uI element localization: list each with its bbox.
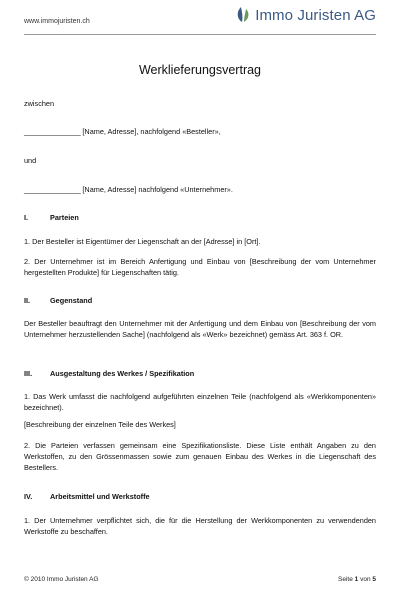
page-total: 5 bbox=[372, 576, 376, 583]
paragraph: 1. Der Unternehmer verpflichtet sich, die für die Herstellung der Werkkomponenten zu verwendenden Werkstoffe zu beschaffen. bbox=[24, 516, 376, 537]
logo-text: Immo Juristen AG bbox=[255, 6, 376, 24]
company-logo bbox=[235, 6, 376, 24]
party-1-line bbox=[24, 126, 376, 137]
section-heading-gegenstand bbox=[24, 296, 92, 305]
paragraph: 2. Die Parteien verfassen gemeinsam eine Spezifikationsliste. Diese Liste enthält Angaben zu den Werkstoffen, zu den Grössenmassen sowie zum genauen Einbau des Werkes in die Liegenschaft des Bestellers. bbox=[24, 441, 376, 473]
zwischen-label: zwischen bbox=[24, 99, 55, 108]
party-2-line bbox=[24, 184, 376, 195]
page-number bbox=[338, 576, 376, 583]
paragraph: 2. Der Unternehmer ist im Bereich Anfertigung und Einbau von [Beschreibung der vom Unternehmer hergestellten Produkte] für Liegenschaften tätig. bbox=[24, 257, 376, 278]
party-2-blank: _______________ bbox=[24, 185, 81, 194]
party-1-blank: _______________ bbox=[24, 127, 81, 136]
section-heading-parteien bbox=[24, 213, 79, 222]
section-number: II. bbox=[24, 296, 31, 305]
section-title: Arbeitsmittel und Werkstoffe bbox=[50, 492, 150, 501]
section-number: I. bbox=[24, 213, 29, 222]
section-title: Parteien bbox=[50, 213, 79, 222]
paragraph: Der Besteller beauftragt den Unternehmer mit der Anfertigung und dem Einbau von [Beschreibung der vom Unternehmer herzustellenden Sache] (nachfolgend als «Werk» bezeichnet) gemäss Art. 363 f. OR. bbox=[24, 319, 376, 340]
section-title: Ausgestaltung des Werkes / Spezifikation bbox=[50, 369, 195, 378]
paragraph: [Beschreibung der einzelnen Teile des Werkes] bbox=[24, 420, 176, 429]
page-current: 1 bbox=[354, 576, 359, 583]
paragraph: 1. Der Besteller ist Eigentümer der Liegenschaft an der [Adresse] in [Ort]. bbox=[24, 237, 261, 246]
section-title: Gegenstand bbox=[50, 296, 93, 305]
copyright-text: © 2010 Immo Juristen AG bbox=[24, 576, 99, 583]
leaf-logo-icon bbox=[235, 6, 251, 24]
paragraph: 1. Das Werk umfasst die nachfolgend aufgeführten einzelnen Teile (nachfolgend als «Werkkomponenten» bezeichnet). bbox=[24, 392, 376, 413]
section-heading-ausgestaltung bbox=[24, 369, 194, 378]
party-1-text: [Name, Adresse], nachfolgend «Besteller», bbox=[82, 127, 221, 136]
section-heading-arbeitsmittel bbox=[24, 492, 150, 501]
page-header bbox=[24, 0, 376, 35]
party-2-text: [Name, Adresse] nachfolgend «Unternehmer». bbox=[82, 185, 233, 194]
section-number: III. bbox=[24, 369, 33, 378]
document-title: Werklieferungsvertrag bbox=[138, 63, 262, 77]
page-separator: von bbox=[360, 576, 371, 583]
und-label: und bbox=[24, 156, 37, 165]
page-prefix: Seite bbox=[338, 576, 353, 583]
section-number: IV. bbox=[24, 492, 33, 501]
site-url: www.immojuristen.ch bbox=[24, 18, 90, 25]
